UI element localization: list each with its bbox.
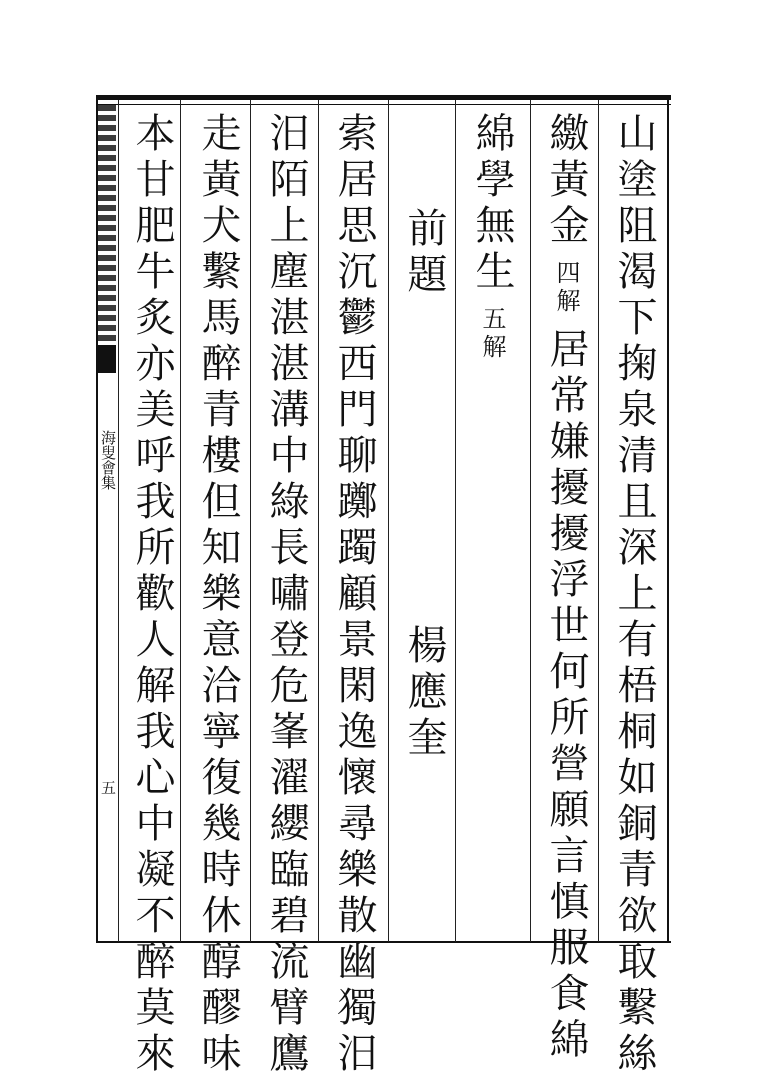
stanza-note: 四解 [552, 260, 580, 316]
text-column-7 [188, 112, 248, 1078]
poem-title-column [394, 112, 454, 932]
column-text: 居常嫌擾擾浮世何所營願言慎服食綿 [543, 328, 589, 1064]
poem-title: 前題 [401, 207, 447, 299]
column-text: 山塗阻渴下掬泉清且深上有梧桐如銅青欲取繫絲 [611, 112, 657, 1078]
top-border-inner [96, 104, 671, 105]
column-divider [318, 100, 319, 942]
column-text: 汨陌上塵湛湛溝中綠長嘯登危峯濯纓臨碧流臂鷹 [263, 112, 309, 1078]
margin-book-title: 海叟會集 [99, 430, 117, 490]
column-divider [118, 100, 119, 942]
column-divider [388, 100, 389, 942]
text-column-3 [462, 112, 522, 932]
column-text: 索居思沉鬱西門聊躑躅顧景閑逸懷尋樂散幽獨汨 [331, 112, 377, 1078]
text-column-8 [122, 112, 182, 1078]
column-text: 走黃犬繫馬醉青樓但知樂意洽寧復幾時休醇醪味 [195, 112, 241, 1078]
margin-ornament [98, 105, 116, 345]
column-text: 本甘肥牛炙亦美呼我所歡人解我心中凝不醉莫來 [129, 112, 175, 1078]
column-divider [598, 100, 599, 942]
top-border [96, 95, 671, 100]
text-column-1 [604, 112, 664, 1078]
column-divider [455, 100, 456, 942]
fish-tail-mark [98, 345, 116, 373]
text-column-6 [256, 112, 316, 1078]
poem-author: 楊應奎 [401, 624, 447, 762]
text-column-2 [536, 112, 596, 1064]
text-column-5 [324, 112, 384, 1078]
column-divider [250, 100, 251, 942]
column-divider [530, 100, 531, 942]
margin-page-number: 五 [99, 780, 117, 795]
column-text: 綿學無生 [469, 112, 515, 296]
column-text: 繳黃金 [543, 112, 589, 250]
stanza-note: 五解 [478, 306, 506, 362]
right-border [667, 95, 669, 943]
